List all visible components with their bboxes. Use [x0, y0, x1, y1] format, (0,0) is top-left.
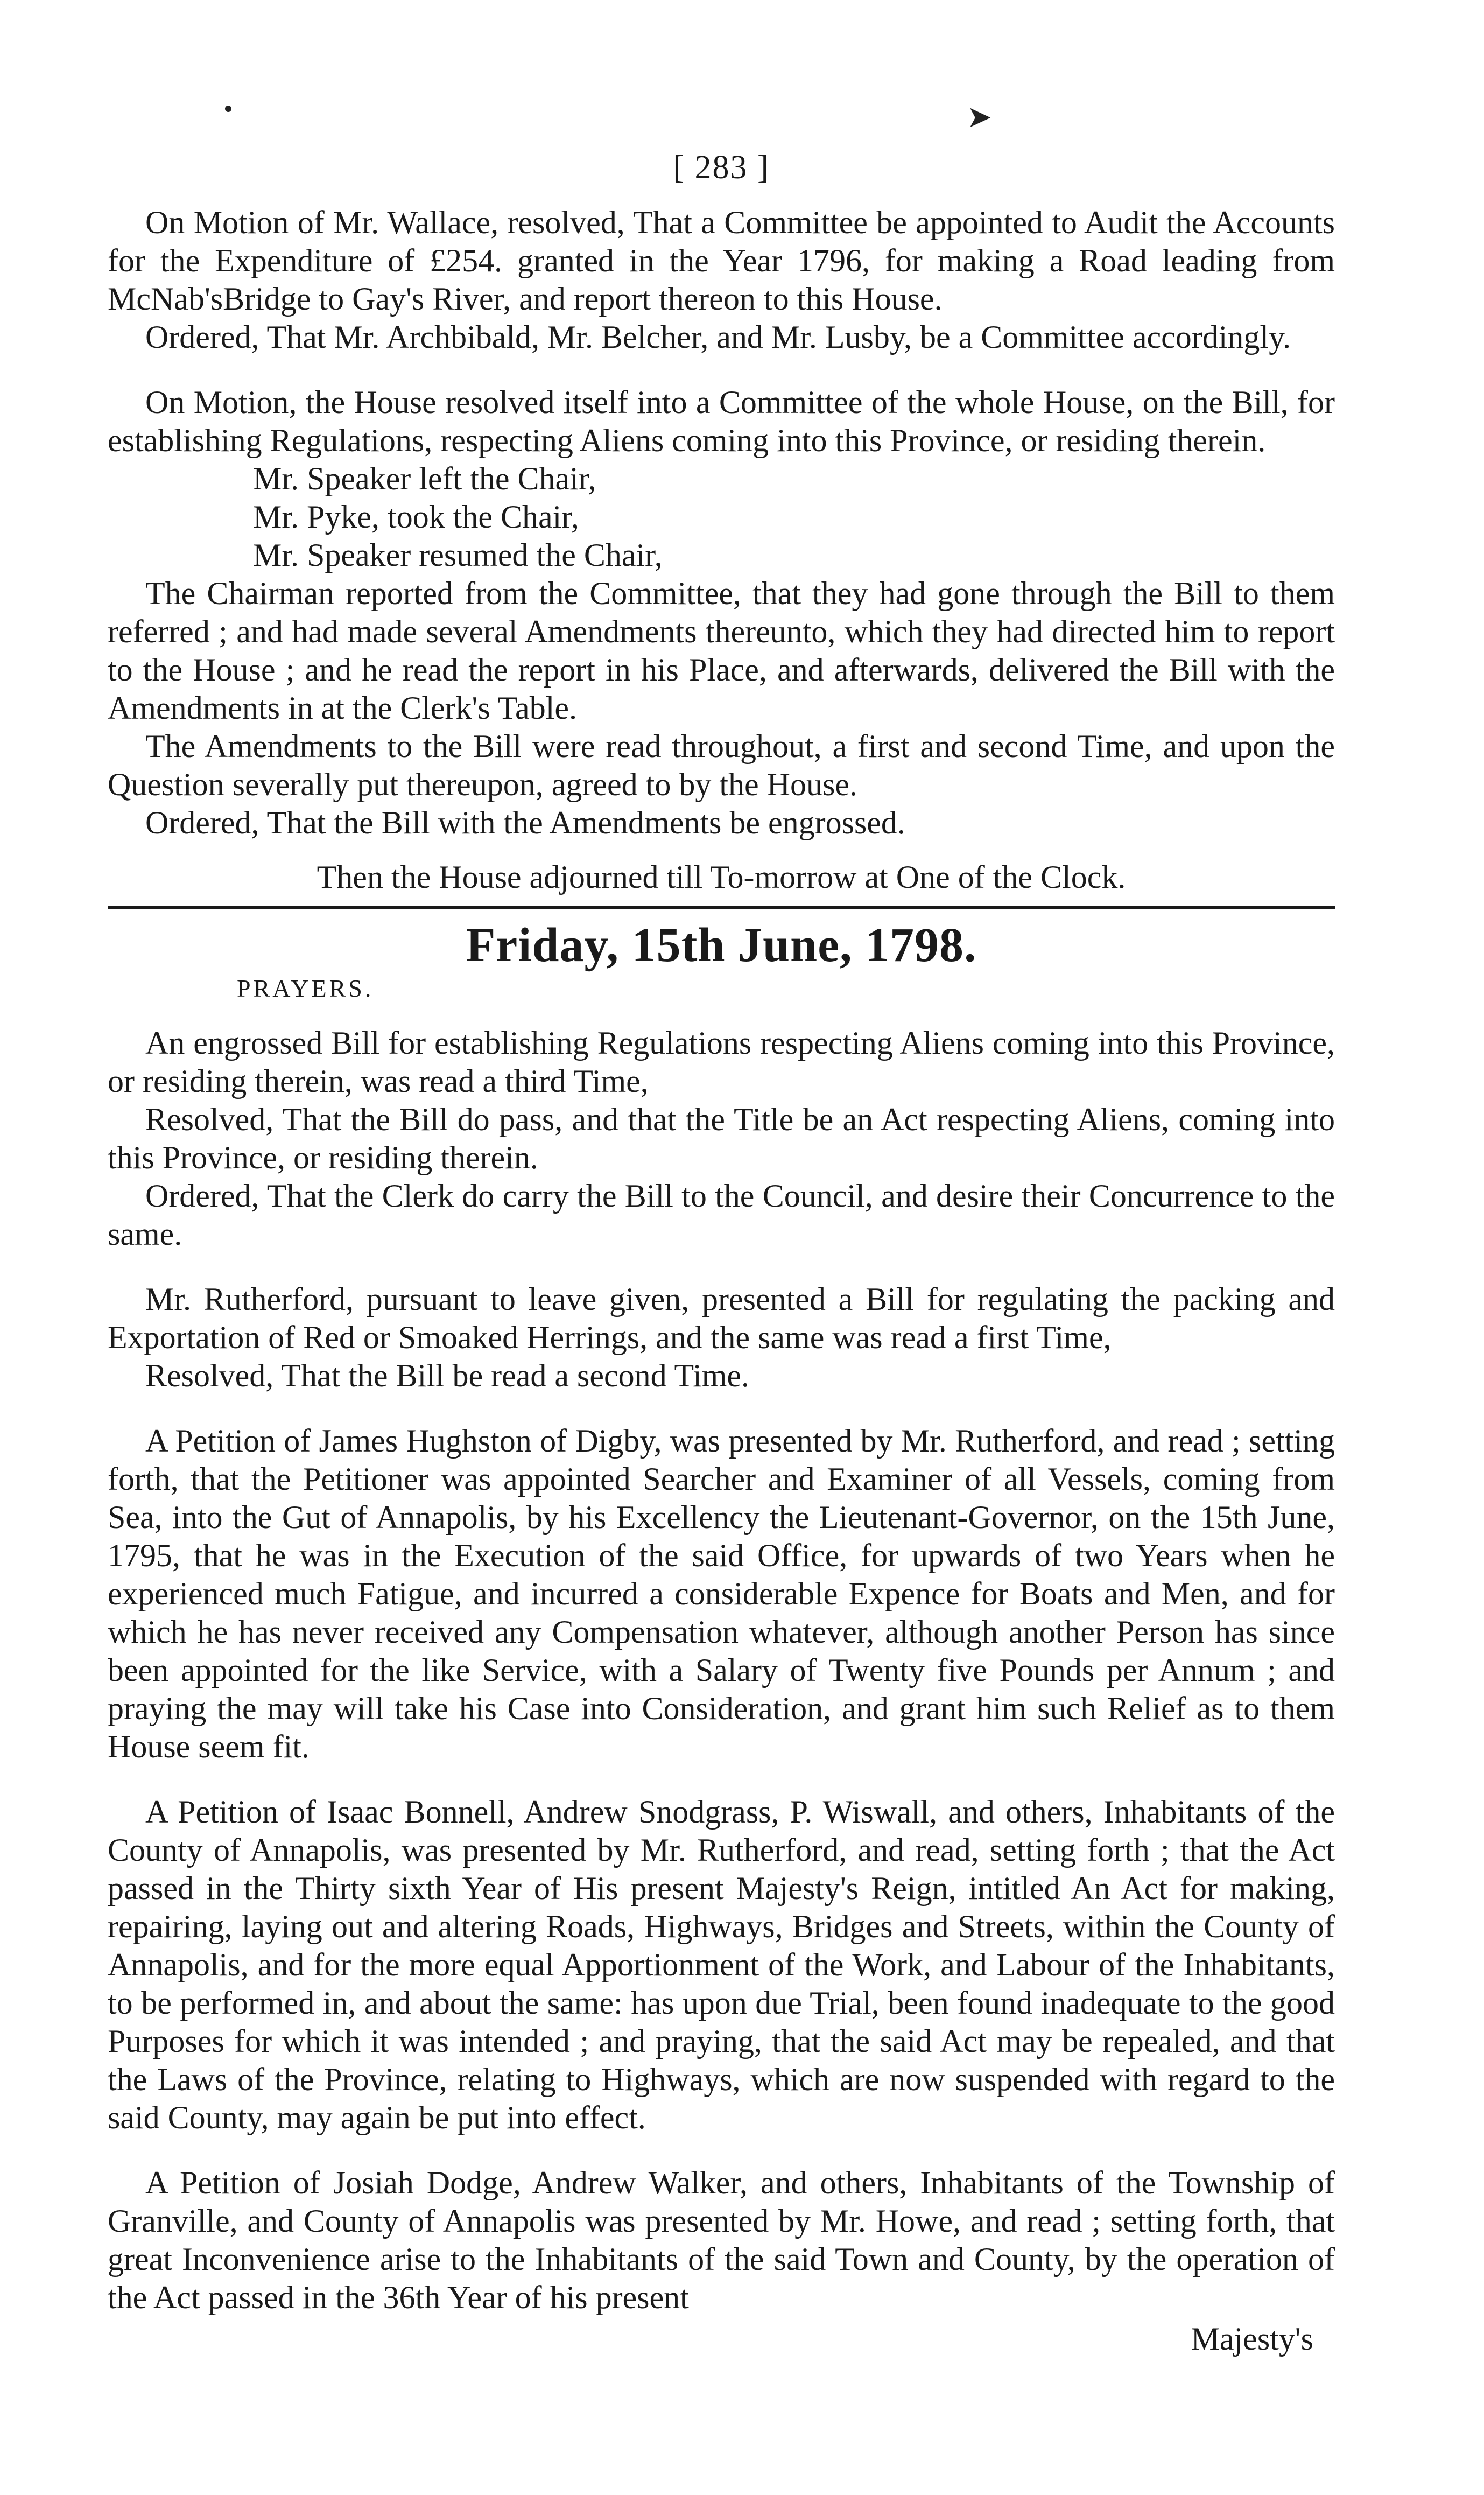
aliens-third-reading: An engrossed Bill for establishing Regulations respecting Aliens coming into this Province, or residing therein, was read a third Time,: [108, 1025, 1335, 1099]
herrings-presented: Mr. Rutherford, pursuant to leave given, presented a Bill for regulating the packing and Exportation of Red or Smoaked Herrings, and the same was read a first Time,: [108, 1281, 1335, 1355]
chair-line-3: Mr. Speaker resumed the Chair,: [253, 537, 663, 573]
audit-order: Ordered, That Mr. Archbibald, Mr. Belcher, and Mr. Lusby, be a Committee accordingly.: [145, 319, 1291, 355]
hughston-petition-entry: [108, 1422, 1335, 1766]
aliens-resolved: Resolved, That the Bill do pass, and that the Title be an Act respecting Aliens, coming into this Province, or residing therein.: [108, 1102, 1335, 1175]
chair-line-2: Mr. Pyke, took the Chair,: [253, 499, 579, 535]
prayers-label: PRAYERS.: [237, 975, 374, 1002]
day-heading: Friday, 15th June, 1798.: [466, 919, 977, 972]
page-number: [ 283 ]: [673, 149, 770, 186]
engross-order: Ordered, That the Bill with the Amendments be engrossed.: [145, 805, 905, 840]
chairman-report: The Chairman reported from the Committee, that they had gone through the Bill to them referred ; and had made several Amendments thereunto, which they had directed him to report to the House ; and he read the report in his Place, and afterwards, delivered the Bill with the Amendments in at the Clerk's Table.: [108, 576, 1335, 726]
hughston-petition: A Petition of James Hughston of Digby, was presented by Mr. Rutherford, and read ; setting forth, that the Petitioner was appointed Searcher and Examiner of all Vessels, coming from Sea, into the Gut of Annapolis, by his Excellency the Lieutenant-Governor, on the 15th June, 1795, that he was in the Execution of the said Office, for upwards of two Years when he experienced much Fatigue, and incurred a considerable Expence for Boats and Men, and for which he has never received any Compensation whatever, although another Person has since been appointed for the like Service, with a Salary of Twenty five Pounds per Annum ; and praying the may will take his Case into Consideration, and grant him such Relief as to them House seem fit.: [108, 1423, 1335, 1764]
section-rule: [108, 906, 1335, 909]
dodge-petition-entry: [108, 2164, 1335, 2317]
bonnell-petition-entry: [108, 1793, 1335, 2137]
bonnell-petition: A Petition of Isaac Bonnell, Andrew Snodgrass, P. Wiswall, and others, Inhabitants of the County of Annapolis, was presented by Mr. Rutherford, and read, setting forth ; that the Act passed in the Thirty sixth Year of His present Majesty's Reign, intitled An Act for making, repairing, laying out and altering Roads, Highways, Bridges and Streets, within the County of Annapolis, and for the more equal Apportionment of the Work, and Labour of the Inhabitants, to be performed in, and about the same: has upon due Trial, been found inadequate to the good Purposes for which it was intended ; and praying, that the said Act may be repealed, and that the Laws of the Province, relating to Highways, which are now suspended with regard to the said County, may again be put into effect.: [108, 1794, 1335, 2135]
page-mark-arrow: ➤: [967, 101, 992, 134]
audit-motion: On Motion of Mr. Wallace, resolved, That a Committee be appointed to Audit the Accounts for the Expenditure of £254. granted in the Year 1796, for making a Road leading from McNab'sBridge to Gay's River, and report thereon to this House.: [108, 205, 1335, 317]
aliens-ordered: Ordered, That the Clerk do carry the Bill to the Council, and desire their Concurrence to the same.: [108, 1178, 1335, 1252]
aliens-bill-entry: [108, 1024, 1335, 1253]
herrings-resolved: Resolved, That the Bill be read a second Time.: [145, 1358, 750, 1393]
audit-entry: [108, 204, 1335, 356]
committee-entry: [108, 383, 1335, 896]
committee-intro: On Motion, the House resolved itself into a Committee of the whole House, on the Bill, for establishing Regulations, respecting Aliens coming into this Province, or residing therein.: [108, 384, 1335, 458]
adjournment: Then the House adjourned till To-morrow at One of the Clock.: [317, 859, 1126, 895]
chair-line-1: Mr. Speaker left the Chair,: [253, 461, 596, 496]
amendments-read: The Amendments to the Bill were read throughout, a first and second Time, and upon the Question severally put thereupon, agreed to by the House.: [108, 728, 1335, 802]
herrings-bill-entry: [108, 1280, 1335, 1395]
catchword: Majesty's: [1191, 2321, 1313, 2357]
journal-page: [108, 81, 1335, 2358]
dodge-petition: A Petition of Josiah Dodge, Andrew Walker, and others, Inhabitants of the Township of Granville, and County of Annapolis was presented by Mr. Howe, and read ; setting forth, that great Inconvenience arise to the Inhabitants of the said Town and County, by the operation of the Act passed in the 36th Year of his present: [108, 2165, 1335, 2315]
